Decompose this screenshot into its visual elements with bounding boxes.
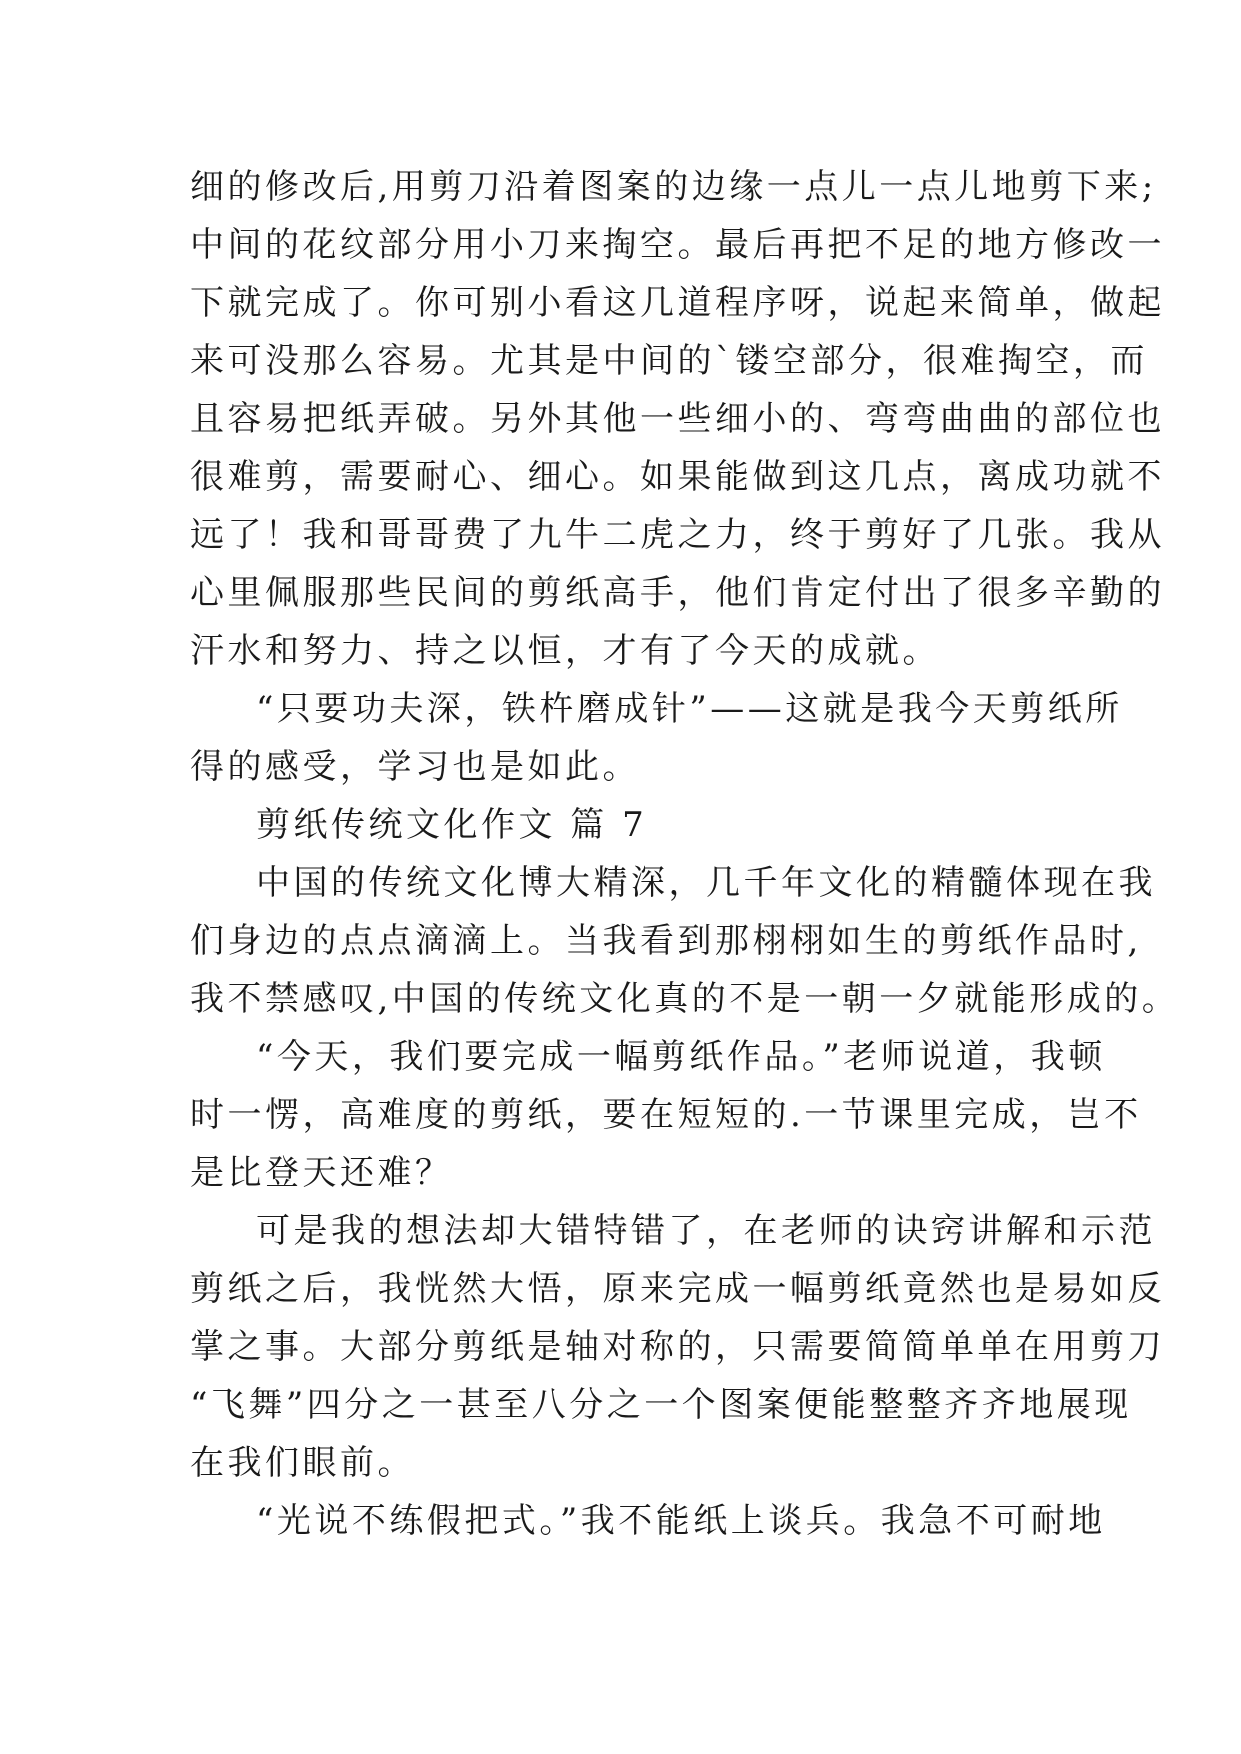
text-line: 汗水和努力、持之以恒，才有了今天的成就。 xyxy=(190,631,940,671)
text-line: 可是我的想法却大错特错了，在老师的诀窍讲解和示范 xyxy=(256,1211,1156,1251)
text-line: “飞舞”四分之一甚至八分之一个图案便能整整齐齐地展现 xyxy=(190,1385,1132,1425)
section-heading: 剪纸传统文化作文 篇 7 xyxy=(256,805,648,845)
text-line: 下就完成了。你可别小看这几道程序呀，说起来简单，做起 xyxy=(190,283,1165,323)
text-line: 是比登天还难？ xyxy=(190,1153,453,1193)
text-line: 远了！我和哥哥费了九牛二虎之力，终于剪好了几张。我从 xyxy=(190,515,1165,555)
text-line: 们身边的点点滴滴上。当我看到那栩栩如生的剪纸作品时, xyxy=(190,921,1142,961)
text-line: “只要功夫深，铁杵磨成针”——这就是我今天剪纸所 xyxy=(256,689,1123,729)
text-line: 细的修改后,用剪刀沿着图案的边缘一点儿一点儿地剪下来; xyxy=(190,167,1157,207)
text-line: 中间的花纹部分用小刀来掏空。最后再把不足的地方修改一 xyxy=(190,225,1165,265)
text-line: 得的感受，学习也是如此。 xyxy=(190,747,640,787)
text-line: “今天，我们要完成一幅剪纸作品。”老师说道，我顿 xyxy=(256,1037,1106,1077)
text-line: 中国的传统文化博大精深，几千年文化的精髓体现在我 xyxy=(256,863,1156,903)
text-line: 在我们眼前。 xyxy=(190,1443,415,1483)
text-line: 很难剪，需要耐心、细心。如果能做到这几点，离成功就不 xyxy=(190,457,1165,497)
text-line: 来可没那么容易。尤其是中间的`镂空部分，很难掏空，而 xyxy=(190,341,1148,381)
text-line: 且容易把纸弄破。另外其他一些细小的、弯弯曲曲的部位也 xyxy=(190,399,1165,439)
essay-body-text xyxy=(190,158,1180,1550)
text-line: 掌之事。大部分剪纸是轴对称的，只需要简简单单在用剪刀 xyxy=(190,1327,1165,1367)
text-line: 剪纸之后，我恍然大悟，原来完成一幅剪纸竟然也是易如反 xyxy=(190,1269,1165,1309)
text-line: “光说不练假把式。”我不能纸上谈兵。我急不可耐地 xyxy=(256,1501,1106,1541)
text-line: 我不禁感叹,中国的传统文化真的不是一朝一夕就能形成的。 xyxy=(190,979,1180,1019)
text-line: 心里佩服那些民间的剪纸高手，他们肯定付出了很多辛勤的 xyxy=(190,573,1165,613)
text-line: 时一愣，高难度的剪纸，要在短短的.一节课里完成，岂不 xyxy=(190,1095,1142,1135)
